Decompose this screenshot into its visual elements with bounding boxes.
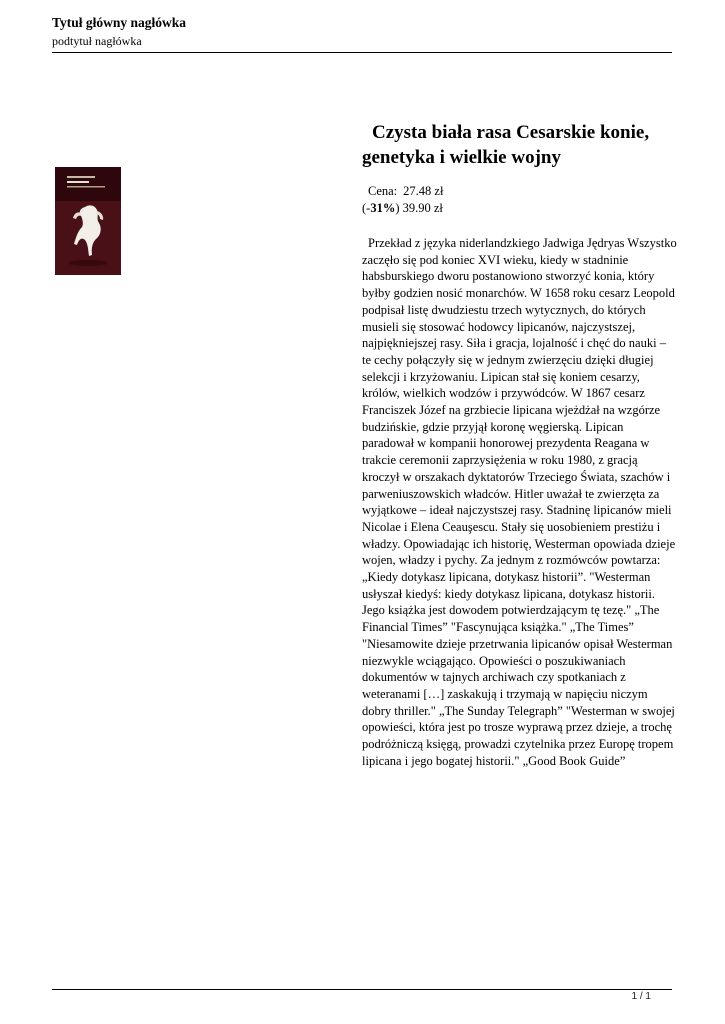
header-divider	[52, 52, 672, 53]
discount-badge: 31%	[370, 201, 396, 215]
product-panel	[362, 120, 677, 770]
old-price-line	[362, 200, 677, 217]
header-title: Tytuł główny nagłówka	[52, 15, 187, 30]
current-price-line	[362, 183, 677, 200]
book-cover-image	[55, 167, 121, 275]
product-title: Czysta biała rasa Cesarskie konie, genetyka i wielkie wojny	[362, 122, 650, 168]
current-price: 27.48 zł	[403, 184, 444, 198]
product-description: Przekład z języka niderlandzkiego Jadwiga Jędryas Wszystko zaczęło się pod koniec XVI wieku, kiedy w stadninie habsburskiego dworu postanowiono stworzyć konia, który byłby godzien nosić monarchów. W 1658 roku cesarz Leopold podpisał listę dwudziestu trzech wytycznych, do których musieli się stosować hodowcy lipicanów, najczystszej, najpiękniejszej rasy. Siła i gracja, lojalność i chęć do nauki – te cechy połączyły się w jednym zwierzęciu dzięki długiej selekcji i krzyżowaniu. Lipican stał się koniem cesarzy, królów, wielkich wodzów i przywódców. W 1867 cesarz Franciszek Józef na grzbiecie lipicana wjeżdżał na wzgórze budzińskie, gdzie przyjął koronę węgierską. Lipican paradował w kompanii honorowej prezydenta Reagana w trakcie ceremonii zaprzysiężenia w roku 1980, z gracją kroczył w orszakach dyktatorów Trzeciego Świata, szachów i parweniuszowskich władców. Hitler uważał te zwierzęta za wyjątkowe – ideał najczystszej rasy. Stadninę lipicanów mieli Nicolae i Elena Ceauşescu. Stały się uosobieniem prestiżu i władzy. Opowiadając ich historię, Westerman opowiada dzieje wojen, władzy i pychy. Za jednym z rozmówców powtarza: „Kiedy dotykasz lipicana, dotykasz historii”. "Westerman usłyszał kiedyś: kiedy dotykasz lipicana, dotykasz historii. Jego książka jest dowodem potwierdzającym tę tezę." „The Financial Times” "Fascynująca książka." „The Times” "Niesamowite dzieje przetrwania lipicanów opisał Westerman niezwykle wciągająco. Opowieści o poszukiwaniach dokumentów w tajnych archiwach czy spotkaniach z weteranami […] zaskakują i trzymają w napięciu niczym dobry thriller." „The Sunday Telegraph” "Westerman w swojej opowieści, która jest po trosze wyprawą przez dzieje, a trochę podróżniczą księgą, prowadzi czytelnika przez Europę tropem lipicana i jego bogatej historii." „Good Book Guide”	[362, 236, 677, 768]
page-number: 1 / 1	[631, 991, 651, 1002]
old-price: 39.90 zł	[402, 201, 443, 215]
book-cover-white-horse-icon	[55, 167, 121, 275]
header-subtitle: podtytuł nagłówka	[52, 34, 142, 48]
discount-open: (-	[362, 201, 371, 215]
price-label: Cena:	[368, 184, 398, 198]
price-block	[362, 183, 677, 217]
discount-close: )	[395, 201, 400, 215]
footer-divider	[52, 989, 672, 990]
page-header	[52, 14, 672, 49]
